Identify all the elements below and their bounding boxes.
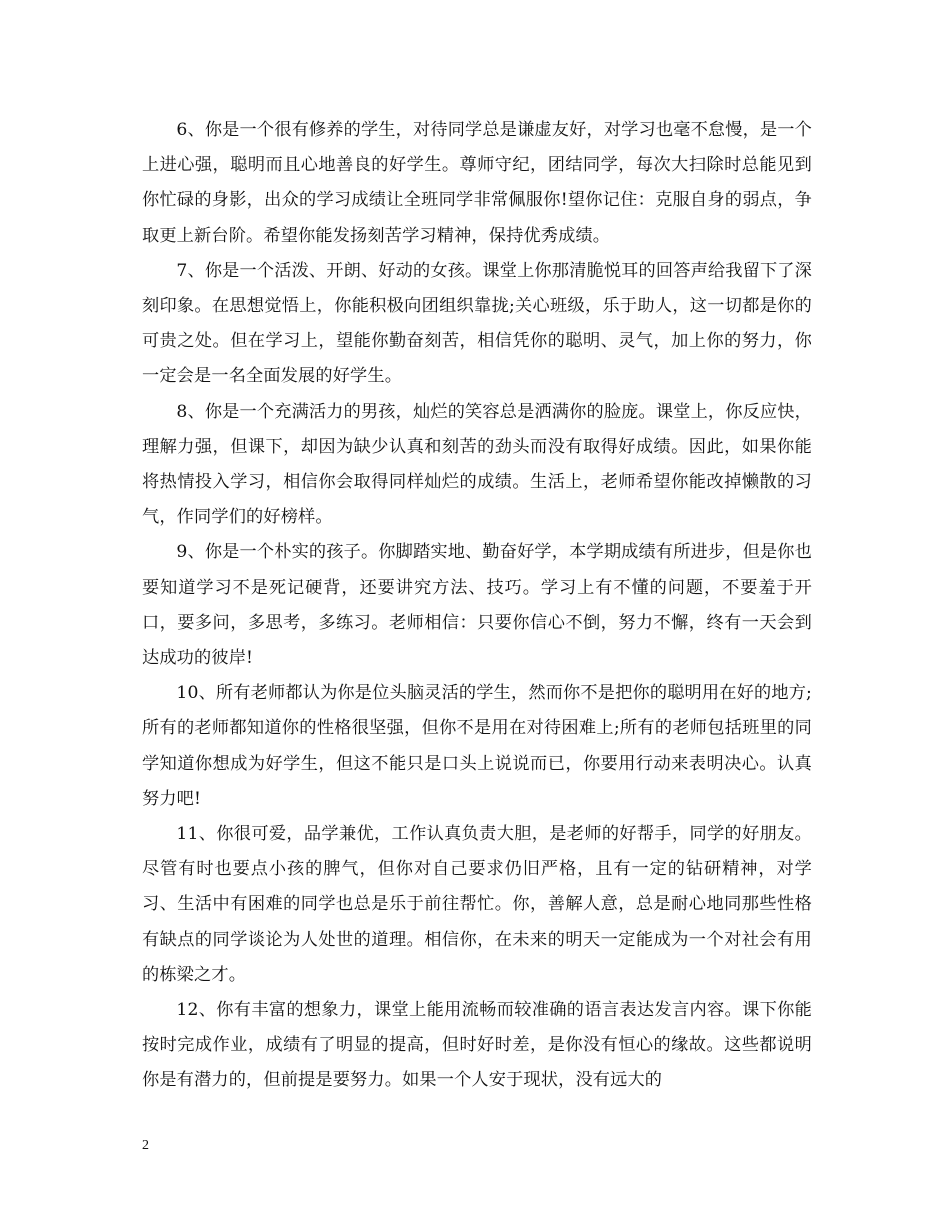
paragraph-7: 7、你是一个活泼、开朗、好动的女孩。课堂上你那清脆悦耳的回答声给我留下了深刻印象。在思想觉悟上，你能积极向团组织靠拢;关心班级，乐于助人，这一切都是你的可贵之处。但在学习上，望能你勤奋刻苦，相信凭你的聪明、灵气，加上你的努力，你一定会是一名全面发展的好学生。	[142, 260, 812, 387]
document-body	[142, 113, 812, 1099]
paragraph-10: 10、所有老师都认为你是位头脑灵活的学生，然而你不是把你的聪明用在好的地方;所有的老师都知道你的性格很坚强，但你不是用在对待困难上;所有的老师包括班里的同学知道你想成为好学生，但这不能只是口头上说说而已，你要用行动来表明决心。认真努力吧!	[142, 683, 812, 809]
paragraph-12: 12、你有丰富的想象力，课堂上能用流畅而较准确的语言表达发言内容。课下你能按时完成作业，成绩有了明显的提高，但时好时差，是你没有恒心的缘故。这些都说明你是有潜力的，但前提是要努力。如果一个人安于现状，没有远大的	[142, 1000, 812, 1091]
paragraph-11: 11、你很可爱，品学兼优，工作认真负责大胆，是老师的好帮手，同学的好朋友。尽管有时也要点小孩的脾气，但你对自己要求仍旧严格，且有一定的钻研精神，对学习、生活中有困难的同学也总是乐于前往帮忙。你，善解人意，总是耐心地同那些性格有缺点的同学谈论为人处世的道理。相信你，在未来的明天一定能成为一个对社会有用的栋梁之才。	[142, 824, 812, 985]
paragraph-8: 8、你是一个充满活力的男孩，灿烂的笑容总是洒满你的脸庞。课堂上，你反应快，理解力强，但课下，却因为缺少认真和刻苦的劲头而没有取得好成绩。因此，如果你能将热情投入学习，相信你会取得同样灿烂的成绩。生活上，老师希望你能改掉懒散的习气，作同学们的好榜样。	[142, 401, 812, 528]
paragraph-6: 6、你是一个很有修养的学生，对待同学总是谦虚友好，对学习也毫不怠慢，是一个上进心强，聪明而且心地善良的好学生。尊师守纪，团结同学，每次大扫除时总能见到你忙碌的身影，出众的学习成绩让全班同学非常佩服你!望你记住：克服自身的弱点，争取更上新台阶。希望你能发扬刻苦学习精神，保持优秀成绩。	[142, 120, 812, 246]
page-number: 2	[142, 1138, 149, 1153]
paragraph-9: 9、你是一个朴实的孩子。你脚踏实地、勤奋好学，本学期成绩有所进步，但是你也要知道学习不是死记硬背，还要讲究方法、技巧。学习上有不懂的问题，不要羞于开口，要多问，多思考，多练习。老师相信：只要你信心不倒，努力不懈，终有一天会到达成功的彼岸!	[142, 542, 812, 669]
